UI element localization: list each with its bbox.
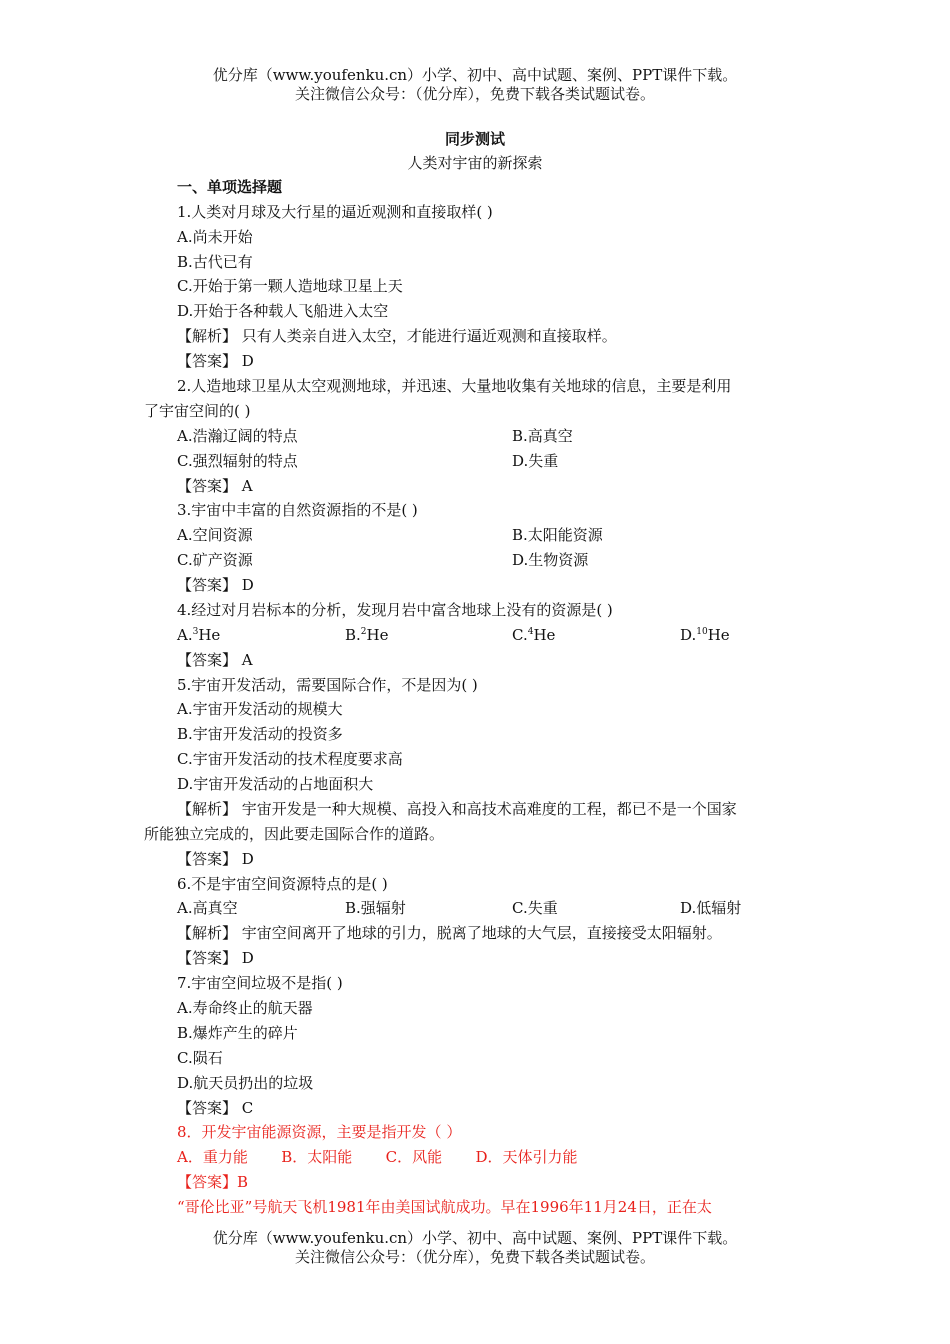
header-line-2: 关注微信公众号：（优分库），免费下载各类试题试卷。 [294, 85, 655, 103]
q4-stem: 4.经过对月岩标本的分析，发现月岩中富含地球上没有的资源是( ) [177, 601, 613, 619]
page-footer [0, 1229, 950, 1267]
q6-stem: 6.不是宇宙空间资源特点的是( ) [177, 875, 388, 893]
q4-d-element: He [707, 626, 730, 644]
q1-option-c: C.开始于第一颗人造地球卫星上天 [177, 277, 403, 295]
q4-d-sup: 10 [696, 627, 708, 637]
q5-option-b: B.宇宙开发活动的投资多 [177, 725, 343, 743]
q4-c-label: C. [512, 626, 528, 644]
q4-answer: 【答案】 A [177, 651, 253, 669]
q6-option-d: D.低辐射 [680, 899, 742, 917]
q4-option-a [177, 625, 220, 645]
q4-a-label: A. [177, 626, 193, 644]
q5-option-d: D.宇宙开发活动的占地面积大 [177, 775, 374, 793]
q1-answer: 【答案】 D [177, 352, 254, 370]
q6-option-c: C.失重 [512, 899, 558, 917]
q7-option-c: C.陨石 [177, 1049, 223, 1067]
q4-c-sup: 4 [527, 627, 534, 637]
q8-answer: 【答案】B [177, 1173, 249, 1191]
header-line-1: 优分库（www.youfenku.cn）小学、初中、高中试题、案例、PPT课件下载。 [212, 66, 738, 84]
q4-b-sup: 2 [360, 627, 367, 637]
q6-option-b: B.强辐射 [345, 899, 406, 917]
q1-stem: 1.人类对月球及大行星的逼近观测和直接取样( ) [177, 203, 493, 221]
q1-option-d: D.开始于各种载人飞船进入太空 [177, 302, 389, 320]
q4-option-d [680, 625, 730, 645]
q2-option-c: C.强烈辐射的特点 [177, 452, 298, 470]
q3-option-b: B.太阳能资源 [512, 526, 603, 544]
q7-stem: 7.宇宙空间垃圾不是指( ) [177, 974, 343, 992]
q1-option-b: B.古代已有 [177, 253, 253, 271]
q2-option-a: A.浩瀚辽阔的特点 [177, 427, 298, 445]
page-title: 同步测试 [444, 130, 505, 148]
q2-answer: 【答案】 A [177, 477, 253, 495]
q5-stem: 5.宇宙开发活动，需要国际合作，不是因为( ) [177, 676, 478, 694]
q5-option-c: C.宇宙开发活动的技术程度要求高 [177, 750, 403, 768]
q1-option-a: A.尚未开始 [177, 228, 253, 246]
q4-d-label: D. [680, 626, 697, 644]
q5-analysis-line-2: 所能独立完成的，因此要走国际合作的道路。 [144, 825, 445, 843]
q4-a-element: He [198, 626, 221, 644]
q7-option-b: B.爆炸产生的碎片 [177, 1024, 298, 1042]
q6-option-a: A.高真空 [177, 899, 238, 917]
q4-c-element: He [533, 626, 556, 644]
q7-option-a: A.寿命终止的航天器 [177, 999, 313, 1017]
footer-line-1: 优分库（www.youfenku.cn）小学、初中、高中试题、案例、PPT课件下载。 [212, 1229, 738, 1247]
q4-b-element: He [366, 626, 389, 644]
q2-option-d: D.失重 [512, 452, 559, 470]
page-header [0, 66, 950, 104]
q8-options: A．重力能 B．太阳能 C．风能 D．天体引力能 [177, 1148, 578, 1166]
q2-stem-line-2: 了宇宙空间的( ) [144, 402, 251, 420]
q3-answer: 【答案】 D [177, 576, 254, 594]
q3-option-c: C.矿产资源 [177, 551, 253, 569]
footer-line-2: 关注微信公众号：（优分库），免费下载各类试题试卷。 [294, 1248, 655, 1266]
q4-option-c [512, 625, 555, 645]
q3-stem: 3.宇宙中丰富的自然资源指的不是( ) [177, 501, 418, 519]
q8-stem: 8．开发宇宙能源资源，主要是指开发（ ） [177, 1123, 462, 1141]
q3-option-d: D.生物资源 [512, 551, 589, 569]
q6-analysis: 【解析】 宇宙空间离开了地球的引力，脱离了地球的大气层，直接接受太阳辐射。 [177, 924, 722, 942]
q5-option-a: A.宇宙开发活动的规模大 [177, 700, 343, 718]
passage-line: “哥伦比亚”号航天飞机1981年由美国试航成功。早在1996年11月24日，正在太 [177, 1198, 712, 1216]
q5-analysis-line-1: 【解析】 宇宙开发是一种大规模、高投入和高技术高难度的工程，都已不是一个国家 [177, 800, 737, 818]
q4-b-label: B. [345, 626, 361, 644]
q3-option-a: A.空间资源 [177, 526, 253, 544]
q5-answer: 【答案】 D [177, 850, 254, 868]
q6-answer: 【答案】 D [177, 949, 254, 967]
q4-a-sup: 3 [192, 627, 199, 637]
page-subtitle: 人类对宇宙的新探索 [407, 154, 543, 172]
q7-answer: 【答案】 C [177, 1099, 254, 1117]
q1-analysis: 【解析】 只有人类亲自进入太空，才能进行逼近观测和直接取样。 [177, 327, 617, 345]
q4-option-b [345, 625, 389, 645]
q2-option-b: B.高真空 [512, 427, 573, 445]
q2-stem-line-1: 2.人造地球卫星从太空观测地球，并迅速、大量地收集有关地球的信息，主要是利用 [177, 377, 732, 395]
q7-option-d: D.航天员扔出的垃圾 [177, 1074, 314, 1092]
section-heading: 一、单项选择题 [177, 178, 283, 196]
